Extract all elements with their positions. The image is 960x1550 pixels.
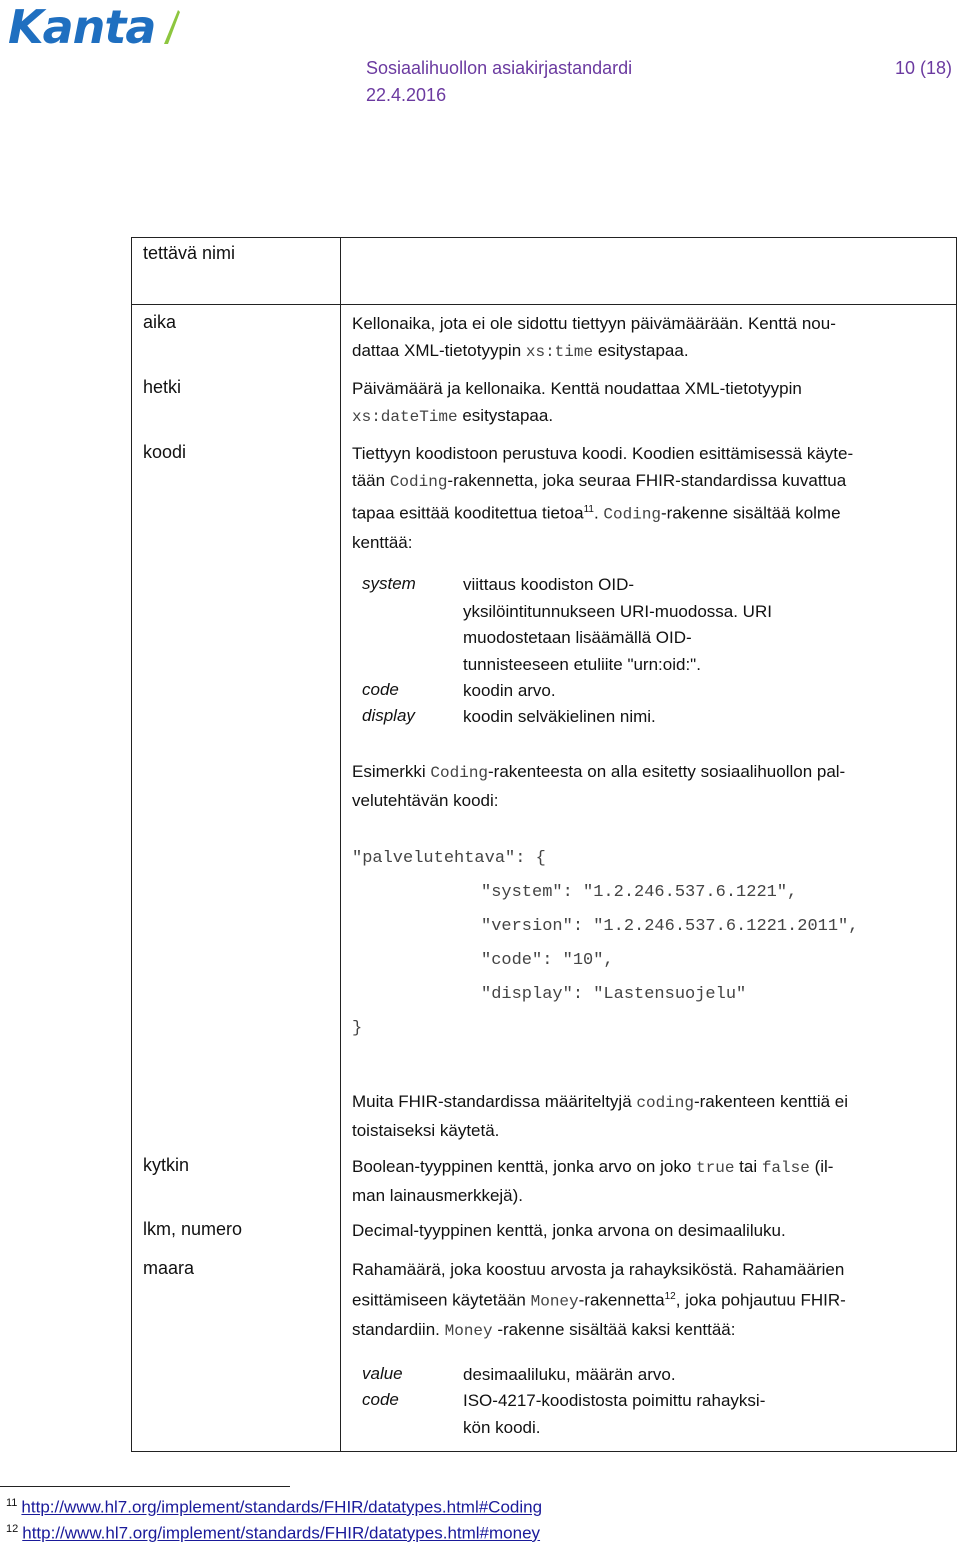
- footnote-separator: [0, 1486, 290, 1487]
- desc-maara-line2: esittämiseen käytetään Money-rakennetta$^{12}$, joka pohjautuu FHIR-: [352, 1290, 846, 1311]
- desc-koodi-line1: Tiettyyn koodistoon perustuva koodi. Koodien esittämisessä käyte-: [352, 444, 854, 463]
- term-lkm-numero: lkm, numero: [143, 1219, 243, 1239]
- coding-example-intro: [352, 758, 942, 814]
- code-code: "code": "10",: [481, 951, 614, 970]
- logo-leaf-icon: [160, 8, 182, 46]
- term-partial: tettävä nimi: [143, 243, 236, 263]
- term-maara: maara: [143, 1258, 195, 1278]
- desc-hetki-line1: Päivämäärä ja kellonaika. Kenttä noudattaa XML-tietotyypin: [352, 379, 802, 398]
- field-system-desc: viittaus koodiston OID- yksilöintitunnukseen URI-muodossa. URI muodostetaan lisäämällä OID- tunnisteeseen etuliite "urn:oid:".: [463, 575, 772, 674]
- example-line2: velutehtävän koodi:: [352, 791, 499, 810]
- term-aika: aika: [143, 312, 177, 332]
- kanta-logo: [8, 2, 155, 52]
- footnote-12: $^{12}$ http://www.hl7.org/implement/standards/FHIR/datatypes.html#money: [6, 1523, 541, 1543]
- document-date: 22.4.2016: [366, 85, 447, 105]
- desc-kytkin-line2: man lainausmerkkejä).: [352, 1186, 524, 1205]
- desc-koodi-line4: kenttää:: [352, 532, 413, 552]
- term-koodi: koodi: [143, 442, 187, 462]
- page-number: 10 (18): [894, 58, 952, 78]
- code-system: "system": "1.2.246.537.6.1221",: [481, 883, 798, 902]
- code-xs-time: xs:time: [525, 343, 594, 361]
- field-display-desc: koodin selväkielinen nimi.: [463, 707, 656, 726]
- field-code-term: code: [362, 680, 399, 699]
- field-display-term: display: [362, 706, 415, 725]
- desc-lkm: Decimal-tyyppinen kenttä, jonka arvona on desimaaliluku.: [352, 1221, 786, 1240]
- code-close: }: [352, 1019, 363, 1038]
- field-money-code-desc: ISO-4217-koodistosta poimittu rahayksi- kön koodi.: [463, 1391, 766, 1437]
- note-line2: toistaiseksi käytetä.: [352, 1121, 500, 1140]
- term-kytkin: kytkin: [143, 1155, 190, 1175]
- other-fields-note: [352, 1088, 942, 1144]
- desc-koodi-line3: tapaa esittää kooditettua tietoa$^{11}$. Coding-rakenne sisältää kolme: [352, 503, 841, 524]
- code-xs-datetime: xs:dateTime: [352, 408, 458, 426]
- code-version: "version": "1.2.246.537.6.1221.2011",: [481, 917, 859, 936]
- table-column-divider: [340, 237, 341, 1452]
- desc-kytkin: [352, 1153, 942, 1209]
- field-system-term: system: [362, 574, 416, 593]
- code-open: "palvelutehtava": {: [352, 849, 546, 868]
- term-hetki: hetki: [143, 377, 182, 397]
- document-title: Sosiaalihuollon asiakirjastandardi: [366, 58, 633, 78]
- logo-text: Kanta: [8, 0, 156, 54]
- desc-koodi: [352, 440, 942, 556]
- desc-maara-line1: Rahamäärä, joka koostuu arvosta ja rahayksiköstä. Rahamäärien: [352, 1260, 845, 1279]
- desc-aika-line2: dattaa XML-tietotyypin xs:time esitystapaa.: [352, 341, 689, 361]
- desc-aika: [352, 310, 942, 366]
- example-line1: Esimerkki Coding-rakenteesta on alla esitetty sosiaalihuollon pal-: [352, 762, 846, 782]
- field-money-code-term: code: [362, 1390, 399, 1409]
- footnote-link-money[interactable]: http://www.hl7.org/implement/standards/FHIR/datatypes.html#money: [22, 1523, 541, 1543]
- desc-koodi-line2: tään Coding-rakennetta, joka seuraa FHIR-standardissa kuvattua: [352, 471, 847, 491]
- desc-maara-line3: standardiin. Money -rakenne sisältää kaksi kenttää:: [352, 1319, 736, 1340]
- desc-maara: [352, 1256, 942, 1345]
- desc-kytkin-line1: Boolean-tyyppinen kenttä, jonka arvo on joko true tai false (il-: [352, 1157, 834, 1177]
- footnote-link-coding[interactable]: http://www.hl7.org/implement/standards/FHIR/datatypes.html#Coding: [21, 1497, 543, 1517]
- field-code-desc: koodin arvo.: [463, 681, 556, 700]
- note-line1: Muita FHIR-standardissa määriteltyjä coding-rakenteen kenttiä ei: [352, 1092, 849, 1112]
- field-value-desc: desimaaliluku, määrän arvo.: [463, 1365, 676, 1384]
- desc-aika-line1: Kellonaika, jota ei ole sidottu tiettyyn päivämäärään. Kenttä nou-: [352, 314, 836, 333]
- field-value-term: value: [362, 1364, 403, 1383]
- table-row-divider: [131, 304, 957, 305]
- code-display: "display": "Lastensuojelu": [481, 985, 747, 1004]
- footnote-11: $^{11}$ http://www.hl7.org/implement/standards/FHIR/datatypes.html#Coding: [6, 1497, 543, 1517]
- desc-hetki: [352, 375, 942, 431]
- desc-hetki-line2: xs:dateTime esitystapaa.: [352, 406, 554, 426]
